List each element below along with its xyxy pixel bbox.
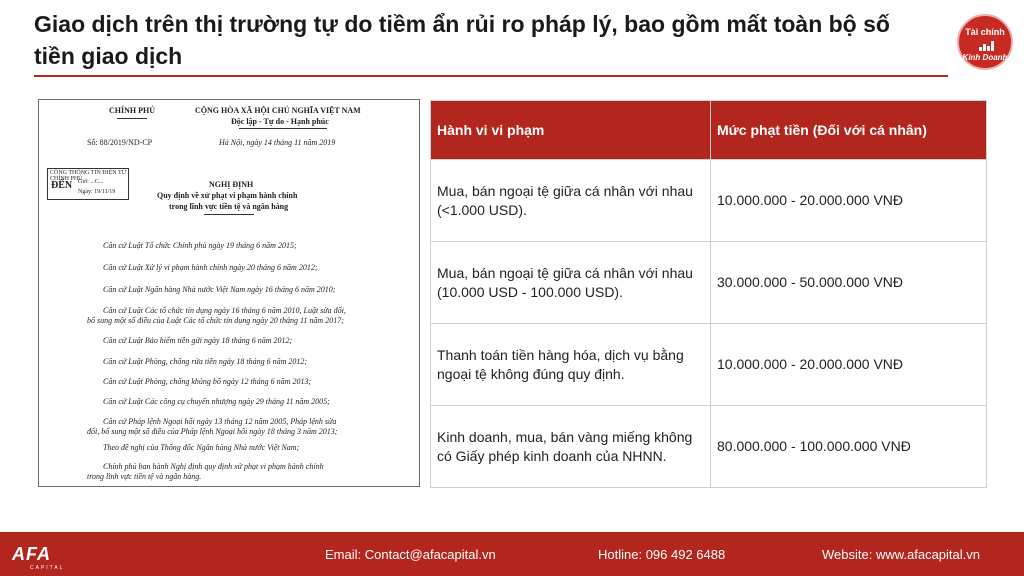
doc-line: Căn cứ Luật Các công cụ chuyển nhượng ngày 29 tháng 11 năm 2005; [103, 397, 330, 406]
doc-number: Số: 88/2019/ND-CP [87, 138, 153, 147]
doc-line: Theo đề nghị của Thống đốc Ngân hàng Nhà nước Việt Nam; [103, 443, 300, 452]
violation-cell: Mua, bán ngoại tệ giữa cá nhân với nhau (10.000 USD - 100.000 USD). [431, 242, 711, 324]
doc-line: trong lĩnh vực tiền tệ và ngân hàng. [87, 472, 202, 481]
stamp-date: Ngày: 19/11/19 [78, 189, 116, 195]
slide-title: Giao dịch trên thị trường tự do tiềm ẩn rủi ro pháp lý, bao gồm mất toàn bộ số tiền giao dịch [34, 11, 890, 69]
doc-left-header: CHÍNH PHỦ [109, 106, 155, 115]
tai-chinh-kinh-doanh-logo [957, 14, 1013, 70]
doc-line: đổi, bổ sung một số điều của Pháp lệnh Ngoại hối ngày 18 tháng 3 năm 2013; [87, 427, 338, 436]
doc-motto-underline [239, 128, 327, 129]
fine-cell: 30.000.000 - 50.000.000 VNĐ [711, 242, 987, 324]
stamp-to: ĐẾN [51, 180, 73, 191]
afa-logo-sub: CAPITAL [30, 565, 65, 571]
doc-line: Căn cứ Luật Ngân hàng Nhà nước Việt Nam ngày 16 tháng 6 năm 2010; [103, 285, 336, 294]
table-row [431, 406, 987, 488]
afa-logo: AFA [12, 544, 51, 564]
footer-email[interactable]: Email: Contact@afacapital.vn [325, 547, 496, 562]
decree-title-underline [204, 214, 254, 215]
logo-line-1: Tài chính [965, 27, 1005, 37]
header-fine: Mức phạt tiền (Đối với cá nhân) [711, 101, 987, 160]
fine-cell: 10.000.000 - 20.000.000 VNĐ [711, 324, 987, 406]
stamp-title: CÔNG THÔNG TIN ĐIỆN TỬ CHÍNH PHỦ [50, 170, 127, 182]
fine-cell: 80.000.000 - 100.000.000 VNĐ [711, 406, 987, 488]
doc-line: Căn cứ Luật Các tổ chức tín dụng ngày 16 tháng 6 năm 2010, Luật sửa đổi, [103, 306, 346, 315]
doc-country: CỘNG HÒA XÃ HỘI CHỦ NGHĨA VIỆT NAM [195, 106, 361, 115]
penalty-table [430, 100, 987, 488]
table-row [431, 242, 987, 324]
doc-motto: Độc lập - Tự do - Hạnh phúc [231, 117, 329, 126]
title-divider [34, 75, 948, 77]
violation-cell: Mua, bán ngoại tệ giữa cá nhân với nhau (<1.000 USD). [431, 160, 711, 242]
doc-line: Căn cứ Luật Phòng, chống rửa tiền ngày 18 tháng 6 năm 2012; [103, 357, 308, 366]
violation-cell: Thanh toán tiền hàng hóa, dịch vụ bằng ngoại tệ không đúng quy định. [431, 324, 711, 406]
doc-line: Căn cứ Luật Tổ chức Chính phủ ngày 19 tháng 6 năm 2015; [103, 241, 297, 250]
doc-line: bổ sung một số điều của Luật Các tổ chức tín dụng ngày 20 tháng 11 năm 2017; [87, 316, 344, 325]
footer-bar [0, 532, 1024, 576]
decree-subtitle-1: Quy định về xử phạt vi phạm hành chính [157, 191, 298, 200]
footer-hotline[interactable]: Hotline: 096 492 6488 [598, 547, 726, 562]
received-stamp [47, 168, 129, 200]
fine-cell: 10.000.000 - 20.000.000 VNĐ [711, 160, 987, 242]
stamp-time: Giờ: ...C... [78, 179, 104, 185]
violation-cell: Kinh doanh, mua, bán vàng miếng không có Giấy phép kinh doanh của NHNN. [431, 406, 711, 488]
table-header-row [431, 101, 987, 160]
bar-chart-icon [979, 40, 995, 51]
doc-line: Căn cứ Pháp lệnh Ngoại hối ngày 13 tháng 12 năm 2005, Pháp lệnh sửa [103, 417, 337, 426]
logo-line-2: Kinh Doanh [962, 53, 1008, 62]
doc-place-date: Hà Nội, ngày 14 tháng 11 năm 2019 [219, 138, 336, 147]
doc-left-underline [117, 118, 147, 119]
decree-title: NGHỊ ĐỊNH [209, 180, 254, 189]
doc-line: Căn cứ Luật Xử lý vi phạm hành chính ngày 20 tháng 6 năm 2012; [103, 263, 318, 272]
doc-line: Căn cứ Luật Phòng, chống khủng bố ngày 12 tháng 6 năm 2013; [103, 377, 312, 386]
decree-document-image [38, 99, 420, 487]
header-violation: Hành vi vi phạm [431, 101, 711, 160]
footer-website[interactable]: Website: www.afacapital.vn [822, 547, 980, 562]
doc-line: Căn cứ Luật Bảo hiểm tiền gửi ngày 18 tháng 6 năm 2012; [103, 336, 293, 345]
table-row [431, 160, 987, 242]
doc-line: Chính phủ ban hành Nghị định quy định xử phạt vi phạm hành chính [103, 462, 324, 471]
table-row [431, 324, 987, 406]
decree-subtitle-2: trong lĩnh vực tiền tệ và ngân hàng [169, 202, 289, 211]
